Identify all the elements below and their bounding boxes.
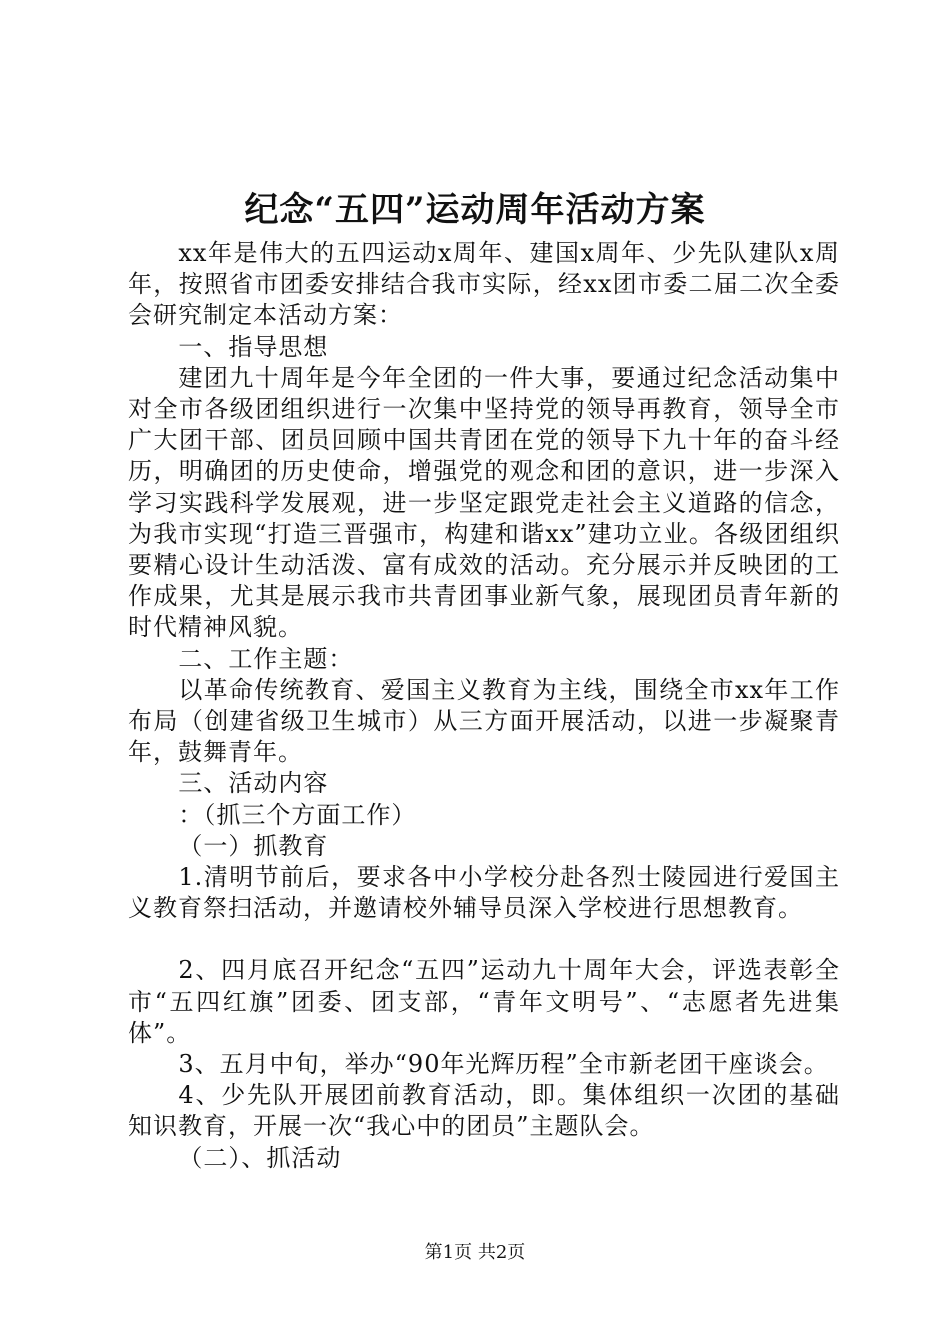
section-heading-activity-content: 三、活动内容 [178, 769, 329, 798]
guiding-ideology-paragraph: 建团九十周年是今年全团的一件大事，要通过纪念活动集中对全市各级团组织进行一次集中坚持党的领导再教育，领导全市广大团干部、团员回顾中国共青团在党的领导下九十年的奋斗经历，明确团的历史使命，增强党的观念和团的意识，进一步深入学习实践科学发展观，进一步坚定跟党走社会主义道路的信念，为我市实现“打造三晋强市，构建和谐xx”建功立业。各级团组织要精心设计生动活泼、富有成效的活动。充分展示并反映团的工作成果，尤其是展示我市共青团事业新气象，展现团员青年新的时代精神风貌。 [128, 363, 840, 642]
document-title: 纪念“五四”运动周年活动方案 [244, 190, 706, 230]
subsection-heading-activities: （二）、抓活动 [178, 1143, 342, 1172]
document-body [128, 238, 840, 1174]
work-theme-paragraph: 以革命传统教育、爱国主义教育为主线，围绕全市xx年工作布局（创建省级卫生城市）从三方面开展活动，以进一步凝聚青年，鼓舞青年。 [128, 675, 840, 767]
education-item-4: 4、少先队开展团前教育活动，即。集体组织一次团的基础知识教育，开展一次“我心中的团员”主题队会。 [128, 1081, 840, 1141]
education-item-3: 3、五月中旬，举办“90年光辉历程”全市新老团干座谈会。 [178, 1050, 829, 1079]
section-heading-work-theme: 二、工作主题： [178, 644, 354, 673]
education-item-1: 1.清明节前后，要求各中小学校分赴各烈士陵园进行爱国主义教育祭扫活动，并邀请校外辅导员深入学校进行思想教育。 [128, 863, 840, 923]
education-item-2: 2、四月底召开纪念“五四”运动九十周年大会，评选表彰全市“五四红旗”团委、团支部，“青年文明号”、“志愿者先进集体”。 [128, 956, 840, 1047]
intro-paragraph: xx年是伟大的五四运动x周年、建国x周年、少先队建队x周年，按照省市团委安排结合我市实际，经xx团市委二届二次全委会研究制定本活动方案： [128, 239, 840, 330]
page-footer: 第1页 共2页 [424, 1242, 526, 1263]
section-heading-guiding-ideology: 一、指导思想 [178, 332, 329, 361]
subsection-heading-education: （一）抓教育 [178, 831, 329, 860]
activity-content-note: ：（抓三个方面工作） [178, 800, 417, 829]
